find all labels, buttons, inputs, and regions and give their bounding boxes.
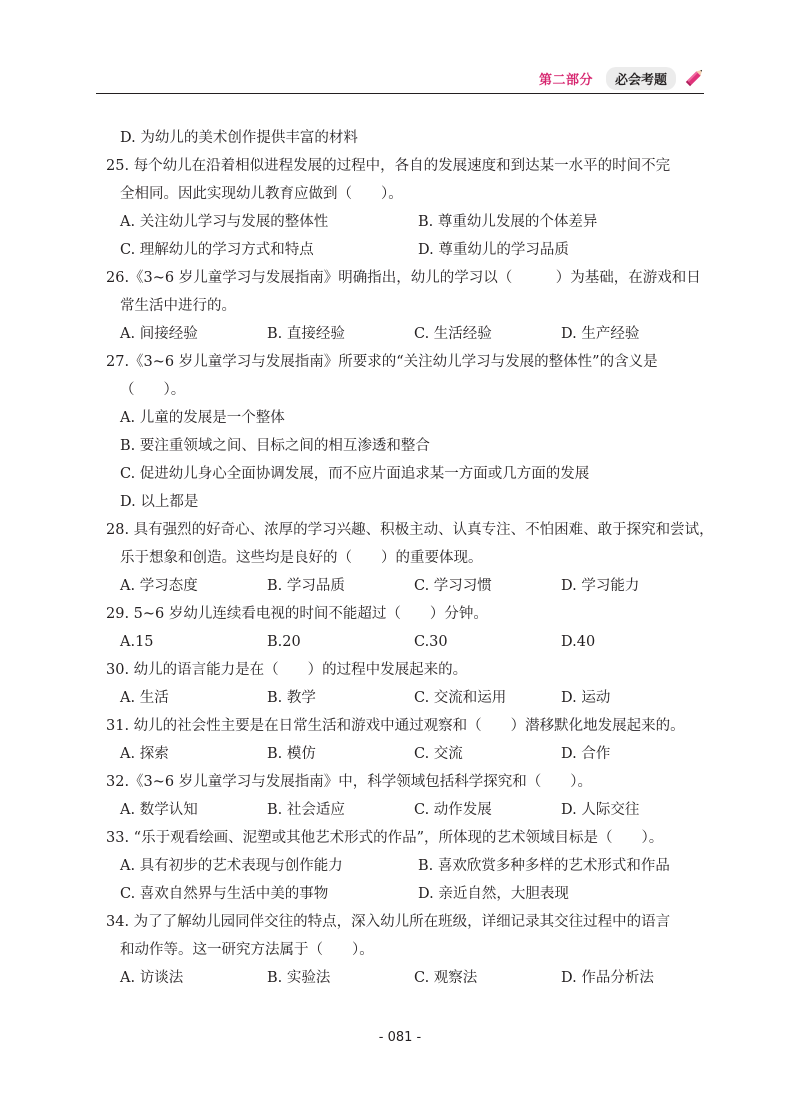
option: A. 探索 bbox=[120, 746, 169, 762]
option: B. 社会适应 bbox=[267, 802, 345, 818]
question-stem: 和动作等。这一研究方法属于（ ）。 bbox=[120, 942, 374, 958]
question-stem: 31. 幼儿的社会性主要是在日常生活和游戏中通过观察和（ ）潜移默化地发展起来的。 bbox=[106, 718, 685, 734]
option: B. 喜欢欣赏多种多样的艺术形式和作品 bbox=[418, 858, 670, 874]
question-32 bbox=[106, 768, 706, 824]
option: B. 直接经验 bbox=[267, 326, 345, 342]
option: B. 尊重幼儿发展的个体差异 bbox=[418, 214, 598, 230]
question-stem: 27.《3~6 岁儿童学习与发展指南》所要求的“关注幼儿学习与发展的整体性”的含义是 bbox=[106, 354, 658, 370]
question-stem: 33. “乐于观看绘画、泥塑或其他艺术形式的作品”，所体现的艺术领域目标是（ ）。 bbox=[106, 830, 664, 846]
option: D. 运动 bbox=[561, 690, 611, 706]
option: C. 生活经验 bbox=[414, 326, 492, 342]
option: C. 动作发展 bbox=[414, 802, 492, 818]
option: D. 亲近自然，大胆表现 bbox=[418, 886, 569, 902]
option: C. 交流 bbox=[414, 746, 463, 762]
option-row bbox=[106, 628, 706, 656]
pencil-icon bbox=[684, 66, 706, 88]
question-28 bbox=[106, 516, 714, 600]
option: A. 儿童的发展是一个整体 bbox=[120, 410, 285, 426]
option: A. 间接经验 bbox=[120, 326, 198, 342]
question-31 bbox=[106, 712, 706, 768]
option: A.15 bbox=[120, 634, 154, 650]
option-row bbox=[106, 208, 706, 236]
question-stem: 26.《3~6 岁儿童学习与发展指南》明确指出，幼儿的学习以（ ）为基础，在游戏和日 bbox=[106, 270, 701, 286]
page-number: - 081 - bbox=[378, 1030, 422, 1045]
option: A. 学习态度 bbox=[120, 578, 198, 594]
option: C. 学习习惯 bbox=[414, 578, 492, 594]
option: B. 要注重领域之间、目标之间的相互渗透和整合 bbox=[120, 438, 430, 454]
option: D. 合作 bbox=[561, 746, 611, 762]
question-list bbox=[106, 124, 714, 992]
question-27 bbox=[106, 348, 706, 516]
option: B. 模仿 bbox=[267, 746, 316, 762]
option: D. 学习能力 bbox=[561, 578, 640, 594]
option: C.30 bbox=[414, 634, 448, 650]
option: B. 教学 bbox=[267, 690, 316, 706]
question-stem: 28. 具有强烈的好奇心、浓厚的学习兴趣、积极主动、认真专注、不怕困难、敢于探究和尝试， bbox=[106, 522, 714, 538]
option-row bbox=[106, 320, 706, 348]
option: A. 访谈法 bbox=[120, 970, 184, 986]
question-34 bbox=[106, 908, 706, 992]
option: B.20 bbox=[267, 634, 301, 650]
option-row bbox=[106, 964, 706, 992]
option: D. 生产经验 bbox=[561, 326, 640, 342]
prev-question-option: D. 为幼儿的美术创作提供丰富的材料 bbox=[120, 130, 358, 146]
option: C. 促进幼儿身心全面协调发展，而不应片面追求某一方面或几方面的发展 bbox=[120, 466, 590, 482]
option: D. 作品分析法 bbox=[561, 970, 654, 986]
question-25 bbox=[106, 152, 706, 264]
option-row bbox=[106, 236, 706, 264]
option: D. 以上都是 bbox=[120, 494, 199, 510]
option: A. 具有初步的艺术表现与创作能力 bbox=[120, 858, 343, 874]
question-stem: 乐于想象和创造。这些均是良好的（ ）的重要体现。 bbox=[120, 550, 483, 566]
option: C. 交流和运用 bbox=[414, 690, 507, 706]
option-row bbox=[106, 880, 706, 908]
question-stem: 34. 为了了解幼儿园同伴交往的特点，深入幼儿所在班级，详细记录其交往过程中的语言 bbox=[106, 914, 671, 930]
option-row bbox=[106, 852, 706, 880]
option: D. 尊重幼儿的学习品质 bbox=[418, 242, 569, 258]
option: D.40 bbox=[561, 634, 596, 650]
option-row bbox=[106, 684, 706, 712]
option: C. 观察法 bbox=[414, 970, 478, 986]
option: C. 喜欢自然界与生活中美的事物 bbox=[120, 886, 329, 902]
question-stem: 常生活中进行的。 bbox=[120, 298, 236, 314]
header-rule bbox=[96, 93, 704, 94]
option-row bbox=[106, 740, 706, 768]
option: A. 生活 bbox=[120, 690, 169, 706]
option: C. 理解幼儿的学习方式和特点 bbox=[120, 242, 314, 258]
option-row bbox=[106, 796, 706, 824]
question-33 bbox=[106, 824, 706, 908]
question-26 bbox=[106, 264, 706, 348]
section-part-label: 第二部分 bbox=[538, 73, 593, 88]
option: B. 学习品质 bbox=[267, 578, 345, 594]
option: A. 数学认知 bbox=[120, 802, 198, 818]
question-stem: 32.《3~6 岁儿童学习与发展指南》中，科学领域包括科学探究和（ ）。 bbox=[106, 774, 593, 790]
question-stem: 全相同。因此实现幼儿教育应做到（ ）。 bbox=[120, 186, 403, 202]
option-row bbox=[106, 572, 706, 600]
page-header bbox=[96, 64, 708, 92]
option: B. 实验法 bbox=[267, 970, 331, 986]
option: D. 人际交往 bbox=[561, 802, 640, 818]
option: A. 关注幼儿学习与发展的整体性 bbox=[120, 214, 329, 230]
question-29 bbox=[106, 600, 706, 656]
question-30 bbox=[106, 656, 706, 712]
question-stem: 30. 幼儿的语言能力是在（ ）的过程中发展起来的。 bbox=[106, 662, 468, 678]
section-tag: 必会考题 bbox=[606, 67, 676, 90]
question-stem: （ ）。 bbox=[120, 382, 186, 398]
question-stem: 29. 5~6 岁幼儿连续看电视的时间不能超过（ ）分钟。 bbox=[106, 606, 488, 622]
question-stem: 25. 每个幼儿在沿着相似进程发展的过程中，各自的发展速度和到达某一水平的时间不完 bbox=[106, 158, 671, 174]
